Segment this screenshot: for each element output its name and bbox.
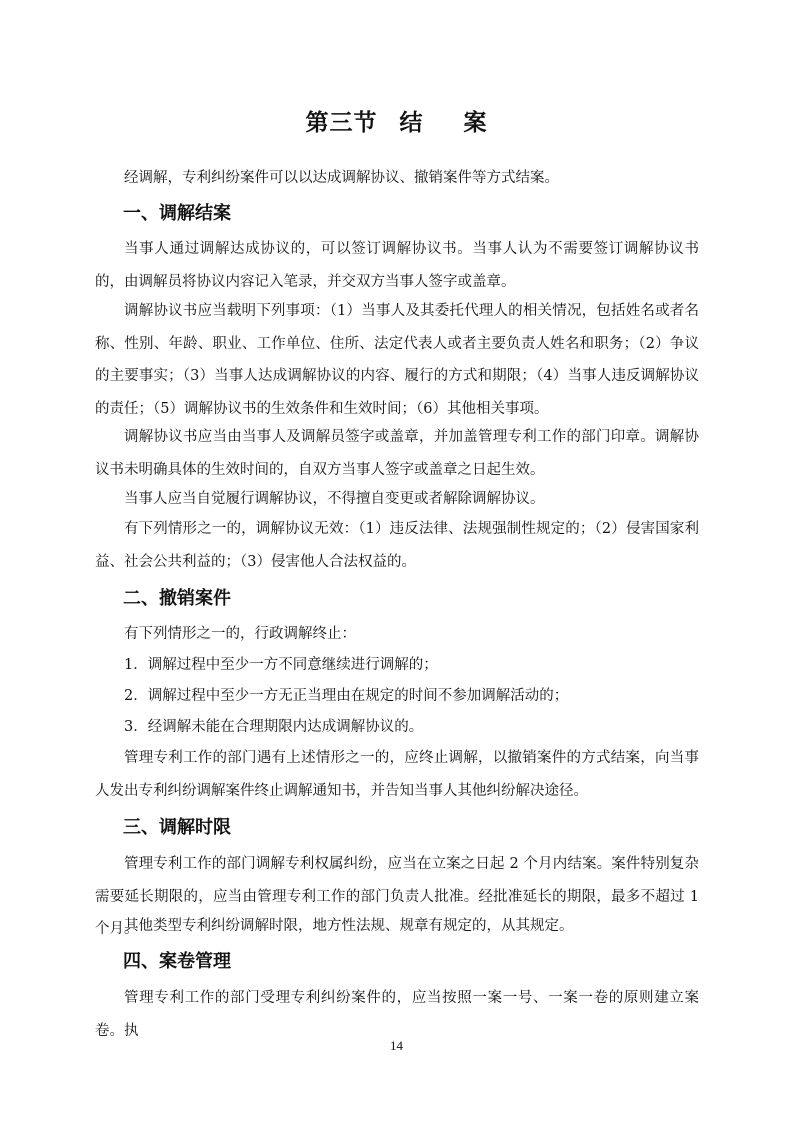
title-part-3: 案 [463,109,488,136]
paragraph: 管理专利工作的部门遇有上述情形之一的，应终止调解，以撤销案件的方式结案，向当事人发出专利纠纷调解案件终止调解通知书，并告知当事人其他纠纷解决途径。 [95,750,699,799]
title-part-1: 第三节 [305,109,378,136]
paragraph: 管理专利工作的部门调解专利权属纠纷，应当在立案之日起 2 个月内结案。案件特别复杂需要延长期限的，应当由管理专利工作的部门负责人批准。经批准延长的期限，最多不超过 1 个月。 [95,856,699,937]
list-item: 1．调解过程中至少一方不同意继续进行调解的； [124,657,438,673]
title-part-2: 结 [399,109,424,136]
intro-paragraph: 经调解，专利纠纷案件可以以达成调解协议、撤销案件等方式结案。 [124,170,559,186]
heading-case-withdrawal: 二、撤销案件 [123,588,231,609]
paragraph: 有下列情形之一的，调解协议无效：（1）违反法律、法规强制性规定的；（2）侵害国家利益、社会公共利益的；（3）侵害他人合法权益的。 [95,521,699,570]
list-item: 3．经调解未能在合理期限内达成调解协议的。 [124,719,424,735]
list-item: 2．调解过程中至少一方无正当理由在规定的时间不参加调解活动的； [124,688,569,704]
paragraph: 当事人通过调解达成协议的，可以签订调解协议书。当事人认为不需要签订调解协议书的，由调解员将协议内容记入笔录，并交双方当事人签字或盖章。 [95,241,699,290]
page-number: 14 [390,1038,403,1053]
paragraph: 有下列情形之一的，行政调解终止： [124,626,356,642]
paragraph: 调解协议书应当由当事人及调解员签字或盖章，并加盖管理专利工作的部门印章。调解协议书未明确具体的生效时间的，自双方当事人签字或盖章之日起生效。 [95,429,699,478]
paragraph: 调解协议书应当载明下列事项：（1）当事人及其委托代理人的相关情况，包括姓名或者名称、性别、年龄、职业、工作单位、住所、法定代表人或者主要负责人姓名和职务；（2）争议的主要事实；（3）当事人达成调解协议的内容、履行的方式和期限；（4）当事人违反调解协议的责任；（5）调解协议书的生效条件和生效时间；（6）其他相关事项。 [95,303,699,417]
paragraph: 当事人应当自觉履行调解协议，不得擅自变更或者解除调解协议。 [124,491,545,507]
paragraph: 管理专利工作的部门受理专利纠纷案件的，应当按照一案一号、一案一卷的原则建立案卷。执 [95,990,699,1039]
section-title [0,104,793,137]
heading-mediation-settlement: 一、调解结案 [123,203,231,224]
heading-mediation-time-limit: 三、调解时限 [123,817,231,838]
heading-file-management: 四、案卷管理 [123,951,231,972]
paragraph: 其他类型专利纠纷调解时限，地方性法规、规章有规定的，从其规定。 [124,918,574,934]
